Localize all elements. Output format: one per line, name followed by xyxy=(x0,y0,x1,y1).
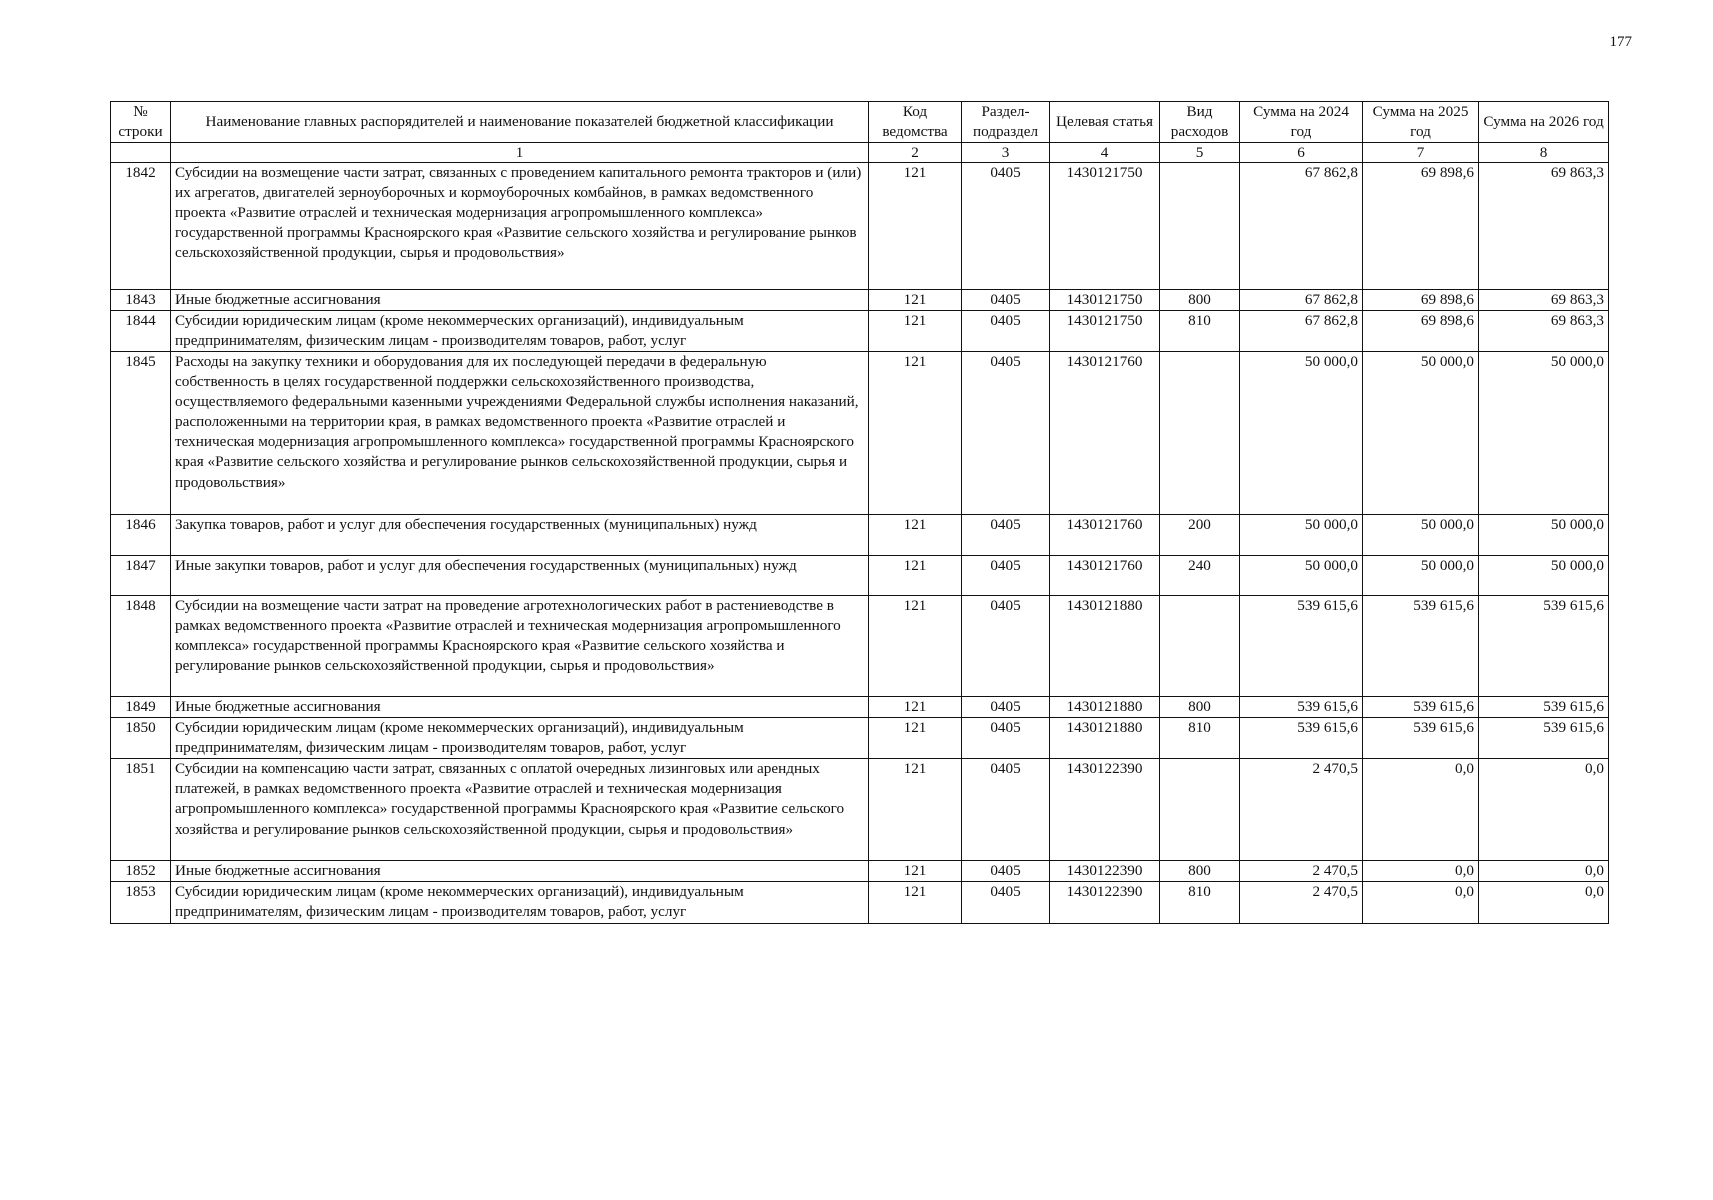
dept-code: 121 xyxy=(869,162,962,289)
table-row xyxy=(111,556,1609,596)
column-number: 7 xyxy=(1363,142,1479,162)
target-article: 1430121760 xyxy=(1050,515,1160,556)
sum-2024: 67 862,8 xyxy=(1240,289,1363,310)
target-article: 1430121750 xyxy=(1050,289,1160,310)
sum-2025: 50 000,0 xyxy=(1363,515,1479,556)
sum-2026-header: Сумма на 2026 год xyxy=(1479,102,1609,143)
dept-code: 121 xyxy=(869,861,962,882)
table-row xyxy=(111,162,1609,289)
sum-2026: 0,0 xyxy=(1479,861,1609,882)
sum-2025: 0,0 xyxy=(1363,759,1479,861)
expense-name: Субсидии на возмещение части затрат, связанных с проведением капитального ремонта тракторов и (или) их агрегатов, двигателей зерноуборочных и кормоуборочных комбайнов, в рамках ведомственного проекта «Развитие отраслей и техническая модернизация агропромышленного комплекса» государственной программы Красноярского края «Развитие сельского хозяйства и регулирование рынков сельскохозяйственной продукции, сырья и продовольствия» xyxy=(171,162,869,289)
table-row xyxy=(111,697,1609,718)
expense-name: Субсидии на компенсацию части затрат, связанных с оплатой очередных лизинговых или арендных платежей, в рамках ведомственного проекта «Развитие отраслей и техническая модернизация агропромышленного комплекса» государственной программы Красноярского края «Развитие сельского хозяйства и регулирование рынков сельскохозяйственной продукции, сырья и продовольствия» xyxy=(171,759,869,861)
sum-2025: 539 615,6 xyxy=(1363,596,1479,697)
row-number: 1847 xyxy=(111,556,171,596)
expense-type: 810 xyxy=(1160,718,1240,759)
table-row xyxy=(111,882,1609,923)
sum-2026: 50 000,0 xyxy=(1479,556,1609,596)
dept-code: 121 xyxy=(869,697,962,718)
sum-2025: 539 615,6 xyxy=(1363,697,1479,718)
dept-code: 121 xyxy=(869,352,962,515)
sum-2024: 539 615,6 xyxy=(1240,596,1363,697)
target-article: 1430121760 xyxy=(1050,352,1160,515)
target-article: 1430122390 xyxy=(1050,861,1160,882)
target-article: 1430121880 xyxy=(1050,596,1160,697)
sum-2026: 539 615,6 xyxy=(1479,697,1609,718)
sum-2026: 50 000,0 xyxy=(1479,352,1609,515)
sum-2025: 69 898,6 xyxy=(1363,311,1479,352)
table-header-row xyxy=(111,102,1609,143)
sum-2025: 69 898,6 xyxy=(1363,162,1479,289)
expense-name: Субсидии на возмещение части затрат на проведение агротехнологических работ в растениеводстве в рамках ведомственного проекта «Развитие отраслей и техническая модернизация агропромышленного комплекса» государственной программы Красноярского края «Развитие сельского хозяйства и регулирование рынков сельскохозяйственной продукции, сырья и продовольствия» xyxy=(171,596,869,697)
row-number: 1844 xyxy=(111,311,171,352)
sum-2026: 539 615,6 xyxy=(1479,596,1609,697)
expense-type: 240 xyxy=(1160,556,1240,596)
table-row xyxy=(111,596,1609,697)
table-row xyxy=(111,759,1609,861)
dept-code: 121 xyxy=(869,556,962,596)
table-row xyxy=(111,515,1609,556)
sum-2025: 0,0 xyxy=(1363,861,1479,882)
table-body xyxy=(111,162,1609,923)
column-number: 4 xyxy=(1050,142,1160,162)
dept-code: 121 xyxy=(869,718,962,759)
column-number: 1 xyxy=(171,142,869,162)
budget-table xyxy=(110,101,1609,924)
row-number: 1850 xyxy=(111,718,171,759)
sum-2025: 0,0 xyxy=(1363,882,1479,923)
section-code: 0405 xyxy=(962,556,1050,596)
sum-2025: 69 898,6 xyxy=(1363,289,1479,310)
expense-name: Расходы на закупку техники и оборудования для их последующей передачи в федеральную собственность в целях государственной поддержки сельскохозяйственного производства, осуществляемого федеральными казенными учреждениями Федеральной службы исполнения наказаний, расположенными на территории края, в рамках ведомственного проекта «Развитие отраслей и техническая модернизация агропромышленного комплекса» государственной программы Красноярского края «Развитие сельского хозяйства и регулирование рынков сельскохозяйственной продукции, сырья и продовольствия» xyxy=(171,352,869,515)
dept-code: 121 xyxy=(869,515,962,556)
expense-type xyxy=(1160,352,1240,515)
expense-name: Иные закупки товаров, работ и услуг для обеспечения государственных (муниципальных) нужд xyxy=(171,556,869,596)
sum-2025: 50 000,0 xyxy=(1363,352,1479,515)
row-number: 1846 xyxy=(111,515,171,556)
dept-code: 121 xyxy=(869,289,962,310)
section-code: 0405 xyxy=(962,718,1050,759)
column-number: 6 xyxy=(1240,142,1363,162)
section-code: 0405 xyxy=(962,861,1050,882)
sum-2026: 50 000,0 xyxy=(1479,515,1609,556)
sum-2024: 2 470,5 xyxy=(1240,861,1363,882)
target-article: 1430121880 xyxy=(1050,697,1160,718)
target-article-header: Целевая статья xyxy=(1050,102,1160,143)
expense-name: Субсидии юридическим лицам (кроме некоммерческих организаций), индивидуальным предпринимателям, физическим лицам - производителям товаров, работ, услуг xyxy=(171,882,869,923)
page-number: 177 xyxy=(1609,34,1632,50)
expense-type: 800 xyxy=(1160,861,1240,882)
dept-code: 121 xyxy=(869,311,962,352)
section-code: 0405 xyxy=(962,311,1050,352)
row-number: 1849 xyxy=(111,697,171,718)
target-article: 1430121750 xyxy=(1050,162,1160,289)
expense-type: 810 xyxy=(1160,311,1240,352)
expense-type xyxy=(1160,759,1240,861)
table-row xyxy=(111,718,1609,759)
row-number: 1853 xyxy=(111,882,171,923)
row-number: 1845 xyxy=(111,352,171,515)
table-row xyxy=(111,311,1609,352)
section-code: 0405 xyxy=(962,289,1050,310)
dept-code: 121 xyxy=(869,882,962,923)
column-number: 8 xyxy=(1479,142,1609,162)
expense-name: Иные бюджетные ассигнования xyxy=(171,861,869,882)
row-number: 1851 xyxy=(111,759,171,861)
expense-type: 800 xyxy=(1160,289,1240,310)
expense-name: Субсидии юридическим лицам (кроме некоммерческих организаций), индивидуальным предпринимателям, физическим лицам - производителям товаров, работ, услуг xyxy=(171,311,869,352)
section-code: 0405 xyxy=(962,162,1050,289)
column-number: 5 xyxy=(1160,142,1240,162)
expense-type xyxy=(1160,596,1240,697)
expense-name: Иные бюджетные ассигнования xyxy=(171,697,869,718)
column-number: 3 xyxy=(962,142,1050,162)
section-code: 0405 xyxy=(962,515,1050,556)
sum-2026: 0,0 xyxy=(1479,882,1609,923)
sum-2024: 50 000,0 xyxy=(1240,515,1363,556)
section-code: 0405 xyxy=(962,697,1050,718)
sum-2024-header: Сумма на 2024 год xyxy=(1240,102,1363,143)
expense-name: Субсидии юридическим лицам (кроме некоммерческих организаций), индивидуальным предпринимателям, физическим лицам - производителям товаров, работ, услуг xyxy=(171,718,869,759)
sum-2026: 69 863,3 xyxy=(1479,289,1609,310)
dept-code-header: Код ведомства xyxy=(869,102,962,143)
column-number-row xyxy=(111,142,1609,162)
row-number: 1848 xyxy=(111,596,171,697)
expense-type-header: Вид расходов xyxy=(1160,102,1240,143)
dept-code: 121 xyxy=(869,759,962,861)
expense-type xyxy=(1160,162,1240,289)
row-number: 1843 xyxy=(111,289,171,310)
sum-2024: 67 862,8 xyxy=(1240,162,1363,289)
sum-2026: 0,0 xyxy=(1479,759,1609,861)
target-article: 1430122390 xyxy=(1050,882,1160,923)
sum-2026: 69 863,3 xyxy=(1479,162,1609,289)
target-article: 1430121750 xyxy=(1050,311,1160,352)
column-number: 2 xyxy=(869,142,962,162)
table-row xyxy=(111,289,1609,310)
sum-2026: 539 615,6 xyxy=(1479,718,1609,759)
sum-2026: 69 863,3 xyxy=(1479,311,1609,352)
section-header: Раздел-подраздел xyxy=(962,102,1050,143)
section-code: 0405 xyxy=(962,882,1050,923)
sum-2024: 50 000,0 xyxy=(1240,556,1363,596)
section-code: 0405 xyxy=(962,352,1050,515)
section-code: 0405 xyxy=(962,759,1050,861)
sum-2025: 539 615,6 xyxy=(1363,718,1479,759)
row-number-header: № строки xyxy=(111,102,171,143)
name-header: Наименование главных распорядителей и наименование показателей бюджетной классификации xyxy=(171,102,869,143)
sum-2024: 50 000,0 xyxy=(1240,352,1363,515)
expense-name: Иные бюджетные ассигнования xyxy=(171,289,869,310)
sum-2024: 67 862,8 xyxy=(1240,311,1363,352)
sum-2024: 2 470,5 xyxy=(1240,759,1363,861)
sum-2025: 50 000,0 xyxy=(1363,556,1479,596)
dept-code: 121 xyxy=(869,596,962,697)
sum-2025-header: Сумма на 2025 год xyxy=(1363,102,1479,143)
sum-2024: 539 615,6 xyxy=(1240,697,1363,718)
target-article: 1430121880 xyxy=(1050,718,1160,759)
target-article: 1430122390 xyxy=(1050,759,1160,861)
row-number: 1842 xyxy=(111,162,171,289)
sum-2024: 2 470,5 xyxy=(1240,882,1363,923)
expense-type: 200 xyxy=(1160,515,1240,556)
column-number xyxy=(111,142,171,162)
table-row xyxy=(111,861,1609,882)
section-code: 0405 xyxy=(962,596,1050,697)
target-article: 1430121760 xyxy=(1050,556,1160,596)
expense-type: 800 xyxy=(1160,697,1240,718)
row-number: 1852 xyxy=(111,861,171,882)
table-row xyxy=(111,352,1609,515)
expense-type: 810 xyxy=(1160,882,1240,923)
sum-2024: 539 615,6 xyxy=(1240,718,1363,759)
expense-name: Закупка товаров, работ и услуг для обеспечения государственных (муниципальных) нужд xyxy=(171,515,869,556)
